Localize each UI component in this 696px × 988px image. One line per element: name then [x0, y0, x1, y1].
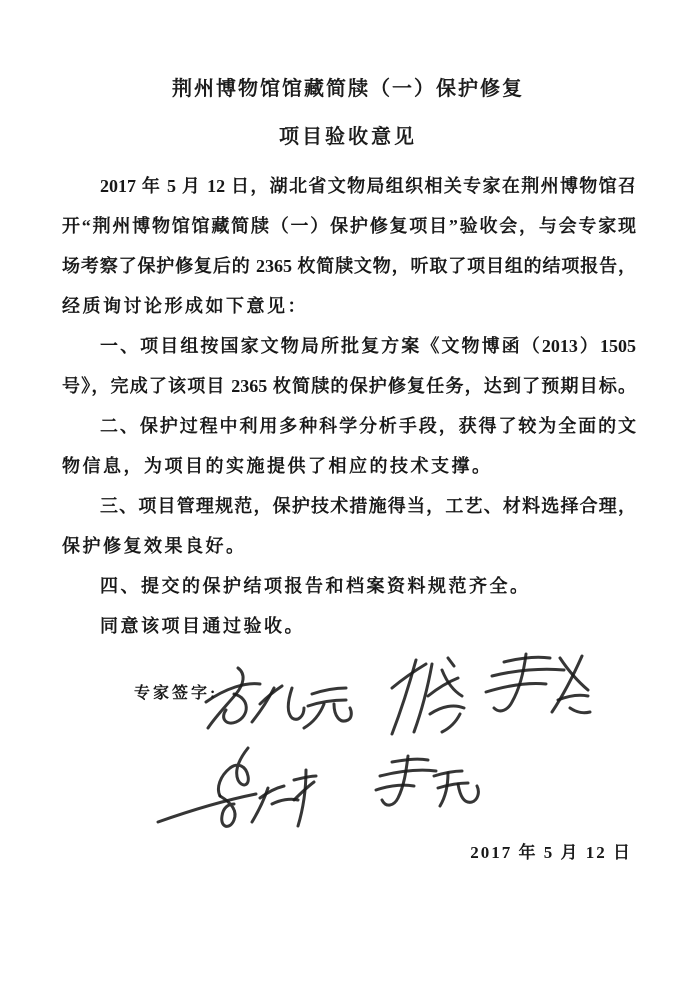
signature-3 — [478, 648, 596, 733]
body-line: 三、项目管理规范，保护技术措施得当，工艺、材料选择合理， — [100, 496, 636, 516]
body-line: 同意该项目通过验收。 — [100, 616, 305, 636]
signature-4 — [148, 742, 323, 843]
body-line: 开“荆州博物馆馆藏简牍（一）保护修复项目”验收会，与会专家现 — [62, 216, 636, 236]
body-line: 一、项目组按国家文物局所批复方案《文物博函（2013）1505 — [100, 336, 636, 356]
signature-4-strokes — [148, 742, 323, 838]
document-title — [0, 76, 696, 150]
body-line: 经质询讨论形成如下意见： — [62, 296, 308, 316]
signature-3-strokes — [478, 648, 596, 728]
signature-2 — [382, 652, 482, 752]
body-line: 号》，完成了该项目 2365 枚简牍的保护修复任务，达到了预期目标。 — [62, 376, 636, 396]
document-body — [62, 166, 636, 646]
body-line: 二、保护过程中利用多种科学分析手段，获得了较为全面的文 — [100, 416, 636, 436]
title-line-1: 荆州博物馆馆藏简牍（一）保护修复 — [172, 78, 524, 100]
signature-5 — [368, 752, 480, 835]
body-line: 场考察了保护修复后的 2365 枚简牍文物，听取了项目组的结项报告， — [62, 256, 636, 276]
body-line: 保护修复效果良好。 — [62, 536, 247, 556]
body-line: 四、提交的保护结项报告和档案资料规范齐全。 — [100, 576, 531, 596]
title-line-2: 项目验收意见 — [279, 126, 417, 148]
signature-1 — [200, 658, 355, 755]
signature-1-strokes — [200, 658, 355, 750]
signature-5-strokes — [368, 752, 480, 830]
body-line: 物信息，为项目的实施提供了相应的技术支撑。 — [62, 456, 493, 476]
signature-2-strokes — [382, 652, 482, 747]
document-date: 2017 年 5 月 12 日 — [470, 843, 632, 862]
expert-signature-label: 专家签字: — [134, 685, 219, 702]
body-line: 2017 年 5 月 12 日，湖北省文物局组织相关专家在荆州博物馆召 — [100, 176, 636, 196]
